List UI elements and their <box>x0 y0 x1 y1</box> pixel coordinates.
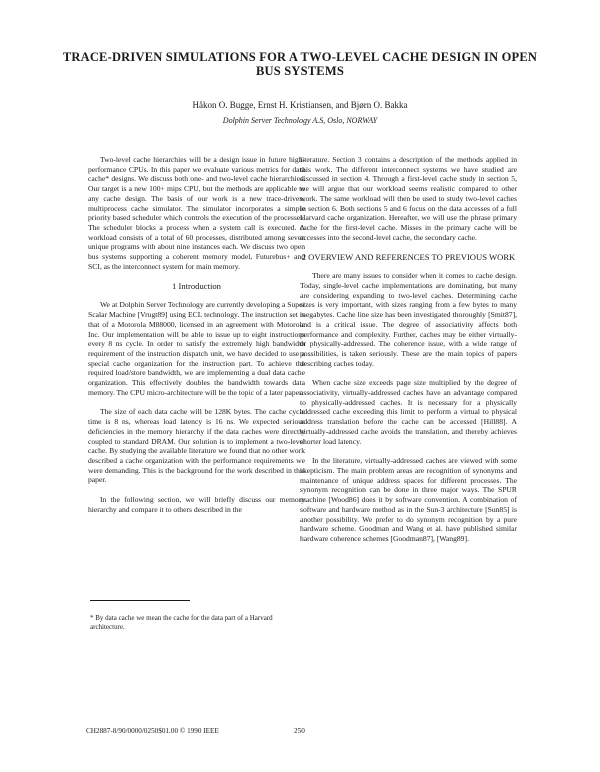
copyright-line: CH2887-8/90/0000/0250$01.00 © 1990 IEEE <box>86 727 219 735</box>
page-number: 250 <box>294 727 305 735</box>
body-paragraph: The size of each data cache will be 128K bytes. The cache cycle time is 8 ns, whereas load latency is 16 ns. We expected serious deficiencies in the memory hierarchy if the data caches were directly coupled to standard DRAM. Our solution is to implement a two-level cache. By studying the available literature we found that no other work described a cache organization with the performance requirements we were demanding. This is the background for the work described in this paper. <box>88 407 305 485</box>
paper-title: TRACE-DRIVEN SIMULATIONS FOR A TWO-LEVEL CACHE DESIGN IN OPEN BUS SYSTEMS <box>62 50 538 78</box>
left-column <box>88 155 305 525</box>
author-list: Håkon O. Bugge, Ernst H. Kristiansen, and Bjørn O. Bakka <box>192 100 408 110</box>
body-paragraph: We at Dolphin Server Technology are currently developing a Super Scalar Machine [Vrugt89] using ECL technology. The instruction set is that of a Motorola M88000, licensed in an agreement with Motorola Inc. Our implementation will be able to issue up to eight instructions every 8 ns cycle. In order to satisfy the extremely high bandwidth requirement of the instruction dispatch unit, we have decided to use a special cache organization for the instruction part. To achieve the required load/store bandwidth, we are implementing a dual data cache organization. This effectively doubles the bandwidth towards data memory. The CPU micro-architecture will be the topic of a later paper. <box>88 300 305 397</box>
section-1-heading: 1 Introduction <box>172 281 221 292</box>
body-paragraph: In the following section, we will briefly discuss our memory hierarchy and compare it to others described in the <box>88 495 305 514</box>
body-paragraph: There are many issues to consider when it comes to cache design. Today, single-level cache implementations are dominating, but many are considering expanding to two-level caches. Determining cache sizes is very important, with sizes ranging from a few bytes to many megabytes. Cache line size has been investigated thoroughly [Smit87], and is a critical issue. The degree of associativity affects both performance and complexity. Further, caches may be either virtually- or physically-addressed. The coherence issue, with a wide range of possibilities, is taken seriously. These are the main topics of papers describing caches today. <box>300 271 517 368</box>
body-paragraph: In the literature, virtually-addressed caches are viewed with some skepticism. The main problem areas are recognition of synonyms and maintenance of unique address spaces for different processes. The synonym recognition can be done in three major ways. The SPUR machine [Wood86] does it by software convention. A combination of software and hardware method as in the Sun-3 architecture [Sun85] is another possibility. We prefer to do synonym recognition by a pure hardware scheme. Goodman and Wang et al. have published similar hardware coherence schemes [Goodman87], [Wang89]. <box>300 456 517 543</box>
footnote-divider <box>90 600 190 601</box>
affiliation: Dolphin Server Technology A.S, Oslo, NORWAY <box>222 116 378 125</box>
body-paragraph: When cache size exceeds page size multiplied by the degree of associativity, virtually-addressed caches have an advantage compared to physically-addressed caches. It is necessary for a physically addressed cache exceeding this limit to perform a virtual to physical address translation before the cache can be accessed [Hill88]. A virtually-addressed cache avoids the translation, and thereby achieves shorter load latency. <box>300 378 517 446</box>
section-2-heading: 2 OVERVIEW AND REFERENCES TO PREVIOUS WORK <box>301 252 516 263</box>
abstract-paragraph: Two-level cache hierarchies will be a design issue in future high-performance CPUs. In this paper we evaluate various metrics for data cache* designs. We discuss both one- and two-level cache hierarchies. Our target is a new 100+ mips CPU, but the methods are applicable to any cache design. The basis of our work is a new trace-driven, multiprocess cache simulator. The simulator incorporates a simple priority based scheduler which controls the execution of the processes. The scheduler blocks a process when a system call is executed. A workload consists of a total of 60 processes, distributed among seven unique programs with about nine instances each. We discuss two open bus systems supporting a coherent memory model, Futurebus+ and SCI, as the interconnect system for main memory. <box>88 155 305 271</box>
body-paragraph: literature. Section 3 contains a description of the methods applied in this work. The different interconnect systems we have studied are discussed in section 4. Through a first-level cache study in section 5, we will argue that our workload seems realistic compared to other work. The same workload will then be used to study two-level caches in section 6. Both sections 5 and 6 focus on the data accesses of a full Harvard cache organization. Hereafter, we will use the phrase primary cache for the first-level cache. Misses in the primary cache will be accesses into the second-level cache, the secondary cache. <box>300 155 517 242</box>
right-column <box>300 155 517 554</box>
footnote: * By data cache we mean the cache for the data part of a Harvard architecture. <box>90 614 273 631</box>
